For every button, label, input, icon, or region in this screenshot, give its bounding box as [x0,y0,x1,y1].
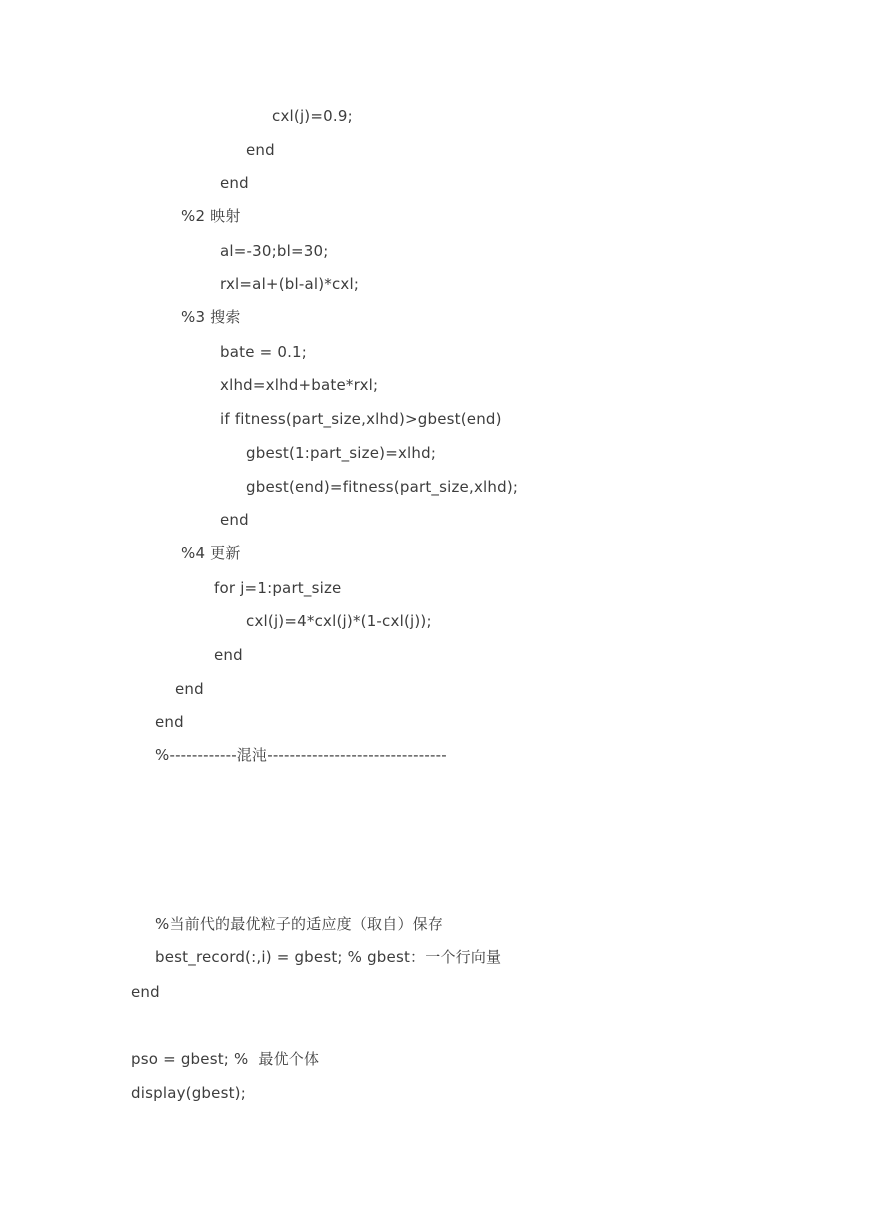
code-line: rxl=al+(bl-al)*cxl; [220,275,360,293]
code-line: xlhd=xlhd+bate*rxl; [220,376,379,394]
code-line: if fitness(part_size,xlhd)>gbest(end) [220,410,502,428]
code-line: gbest(1:part_size)=xlhd; [246,444,437,462]
code-line: end [220,511,249,529]
code-line: display(gbest); [131,1084,246,1102]
comment-line: %2 映射 [181,207,241,225]
comment-line: %4 更新 [181,544,241,562]
code-line: for j=1:part_size [214,579,342,597]
code-line: best_record(:,i) = gbest; % gbest：一个行向量 [155,948,502,966]
code-line: bate = 0.1; [220,343,308,361]
code-line: cxl(j)=4*cxl(j)*(1-cxl(j)); [246,612,432,630]
code-line: end [220,174,249,192]
code-line: cxl(j)=0.9; [272,107,353,125]
code-line: pso = gbest; % 最优个体 [131,1050,320,1068]
comment-line: %3 搜索 [181,308,241,326]
comment-line: %当前代的最优粒子的适应度（取自）保存 [155,915,444,933]
code-line: end [175,680,204,698]
code-line: gbest(end)=fitness(part_size,xlhd); [246,478,519,496]
code-line: end [214,646,243,664]
code-line: al=-30;bl=30; [220,242,329,260]
code-line: end [155,713,184,731]
comment-line: %------------混沌-------------------------------- [155,746,447,764]
code-line: end [131,983,160,1001]
code-line: end [246,141,275,159]
